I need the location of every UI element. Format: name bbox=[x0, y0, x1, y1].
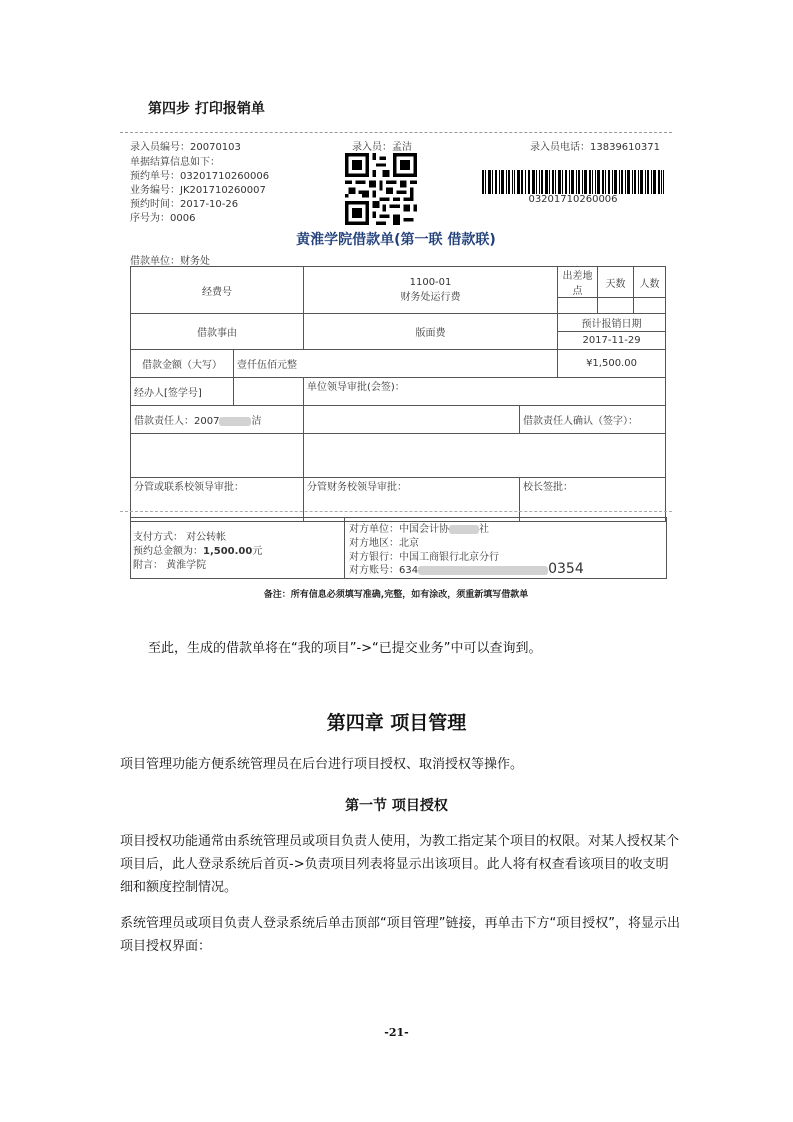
loan-table bbox=[130, 266, 666, 522]
para-login-steps: 系统管理员或项目负责人登录系统后单击顶部“项目管理”链接，再单击下方“项目授权”，将显示出项目授权界面： bbox=[120, 916, 680, 954]
pay-total-value: 1,500.00 bbox=[203, 546, 253, 557]
page-number: -21- bbox=[384, 1026, 409, 1039]
counter-bank: 对方银行：中国工商银行北京分行 bbox=[349, 552, 499, 563]
barcode-number: 03201710260006 bbox=[528, 194, 618, 205]
handler-value bbox=[234, 378, 304, 406]
expected-date-label: 预计报销日期 bbox=[558, 314, 666, 332]
pay-total-unit: 元 bbox=[252, 546, 263, 557]
counter-unit-prefix: 对方单位：中国会计协 bbox=[349, 524, 449, 535]
trip-place-header: 出差地点 bbox=[558, 267, 598, 298]
responsible-confirm: 借款责任人确认（签字）： bbox=[520, 406, 666, 434]
people-value bbox=[634, 298, 666, 314]
people-header: 人数 bbox=[634, 267, 666, 298]
appt-time: 预约时间：2017-10-26 bbox=[130, 199, 239, 210]
seq-no: 序号为：0006 bbox=[130, 213, 196, 224]
counter-unit bbox=[349, 520, 489, 535]
barcode bbox=[482, 170, 664, 194]
appt-no: 预约单号：03201710260006 bbox=[130, 171, 270, 182]
counter-account-suffix: 0354 bbox=[548, 561, 584, 577]
loan-form-image bbox=[120, 132, 672, 608]
payment-box bbox=[130, 517, 667, 579]
budget-code-value: 1100-01 bbox=[409, 277, 452, 288]
counter-account-prefix: 对方账号：634 bbox=[349, 565, 419, 576]
redaction-mark bbox=[219, 417, 251, 426]
amount-num: ¥1,500.00 bbox=[558, 350, 666, 378]
responsible-suffix: 洁 bbox=[251, 416, 262, 427]
blank-cell-left bbox=[131, 434, 304, 478]
reason-value: 版面费 bbox=[304, 314, 558, 350]
dept-leader-approval: 分管或联系校领导审批： bbox=[131, 478, 304, 522]
para-submitted: 至此，生成的借款单将在“我的项目”->“已提交业务”中可以查询到。 bbox=[148, 641, 542, 656]
expected-date-value: 2017-11-29 bbox=[558, 332, 666, 350]
step-heading: 第四步 打印报销单 bbox=[148, 101, 265, 117]
trip-place-value bbox=[558, 298, 598, 314]
leader-approval: 单位领导审批(会签)： bbox=[304, 378, 666, 406]
responsible-cell bbox=[131, 406, 304, 434]
days-header: 天数 bbox=[598, 267, 634, 298]
responsible-prefix: 借款责任人：2007 bbox=[134, 416, 220, 427]
redaction-mark bbox=[449, 525, 479, 534]
counter-region: 对方地区：北京 bbox=[349, 538, 419, 549]
entry-phone: 录入员电话：13839610371 bbox=[530, 142, 660, 153]
reason-label: 借款事由 bbox=[131, 314, 304, 350]
form-title: 黄淮学院借款单(第一联 借款联) bbox=[296, 232, 496, 248]
amount-label: 借款金额（大写） bbox=[131, 350, 234, 378]
borrowing-unit: 借款单位：财务处 bbox=[130, 256, 210, 267]
budget-code-label: 经费号 bbox=[131, 267, 304, 314]
pay-method: 支付方式： 对公转帐 bbox=[133, 532, 227, 543]
biz-no: 业务编号：JK201710260007 bbox=[130, 185, 266, 196]
days-value bbox=[598, 298, 634, 314]
responsible-blank bbox=[304, 406, 520, 434]
entry-no: 录入员编号：20070103 bbox=[130, 142, 241, 153]
dashed-divider bbox=[120, 511, 672, 512]
pay-remark: 附言： 黄淮学院 bbox=[133, 560, 207, 571]
president-approval: 校长签批： bbox=[520, 478, 666, 522]
budget-name: 财务处运行费 bbox=[400, 292, 461, 303]
handler-label: 经办人[签学号] bbox=[131, 378, 234, 406]
settle-info: 单据结算信息如下： bbox=[130, 157, 220, 168]
amount-words: 壹仟伍佰元整 bbox=[234, 350, 558, 378]
payment-divider bbox=[344, 518, 345, 578]
counter-unit-suffix: 社 bbox=[479, 524, 489, 535]
pay-total bbox=[133, 542, 262, 557]
entry-person: 录入员：孟洁 bbox=[352, 142, 412, 153]
section-title: 第一节 项目授权 bbox=[345, 798, 448, 814]
finance-leader-approval: 分管财务校领导审批： bbox=[304, 478, 520, 522]
form-note: 备注：所有信息必须填写准确,完整，如有涂改，须重新填写借款单 bbox=[263, 590, 529, 600]
para-project-management: 项目管理功能方便系统管理员在后台进行项目授权、取消授权等操作。 bbox=[120, 757, 524, 772]
pay-total-label: 预约总金额为： bbox=[133, 546, 203, 557]
redaction-mark bbox=[418, 566, 548, 575]
dashed-divider bbox=[120, 132, 672, 133]
qr-code bbox=[345, 153, 417, 225]
counter-account bbox=[349, 561, 584, 577]
budget-code-cell bbox=[304, 267, 558, 314]
para-authorization: 项目授权功能通常由系统管理员或项目负责人使用，为教工指定某个项目的权限。对某人授权某个项目后，此人登录系统后首页->负责项目列表将显示出该项目。此人将有权查看该项目的收支明细和额度控制情况。 bbox=[120, 834, 680, 895]
blank-cell-right bbox=[304, 434, 666, 478]
chapter-title: 第四章 项目管理 bbox=[326, 712, 467, 734]
